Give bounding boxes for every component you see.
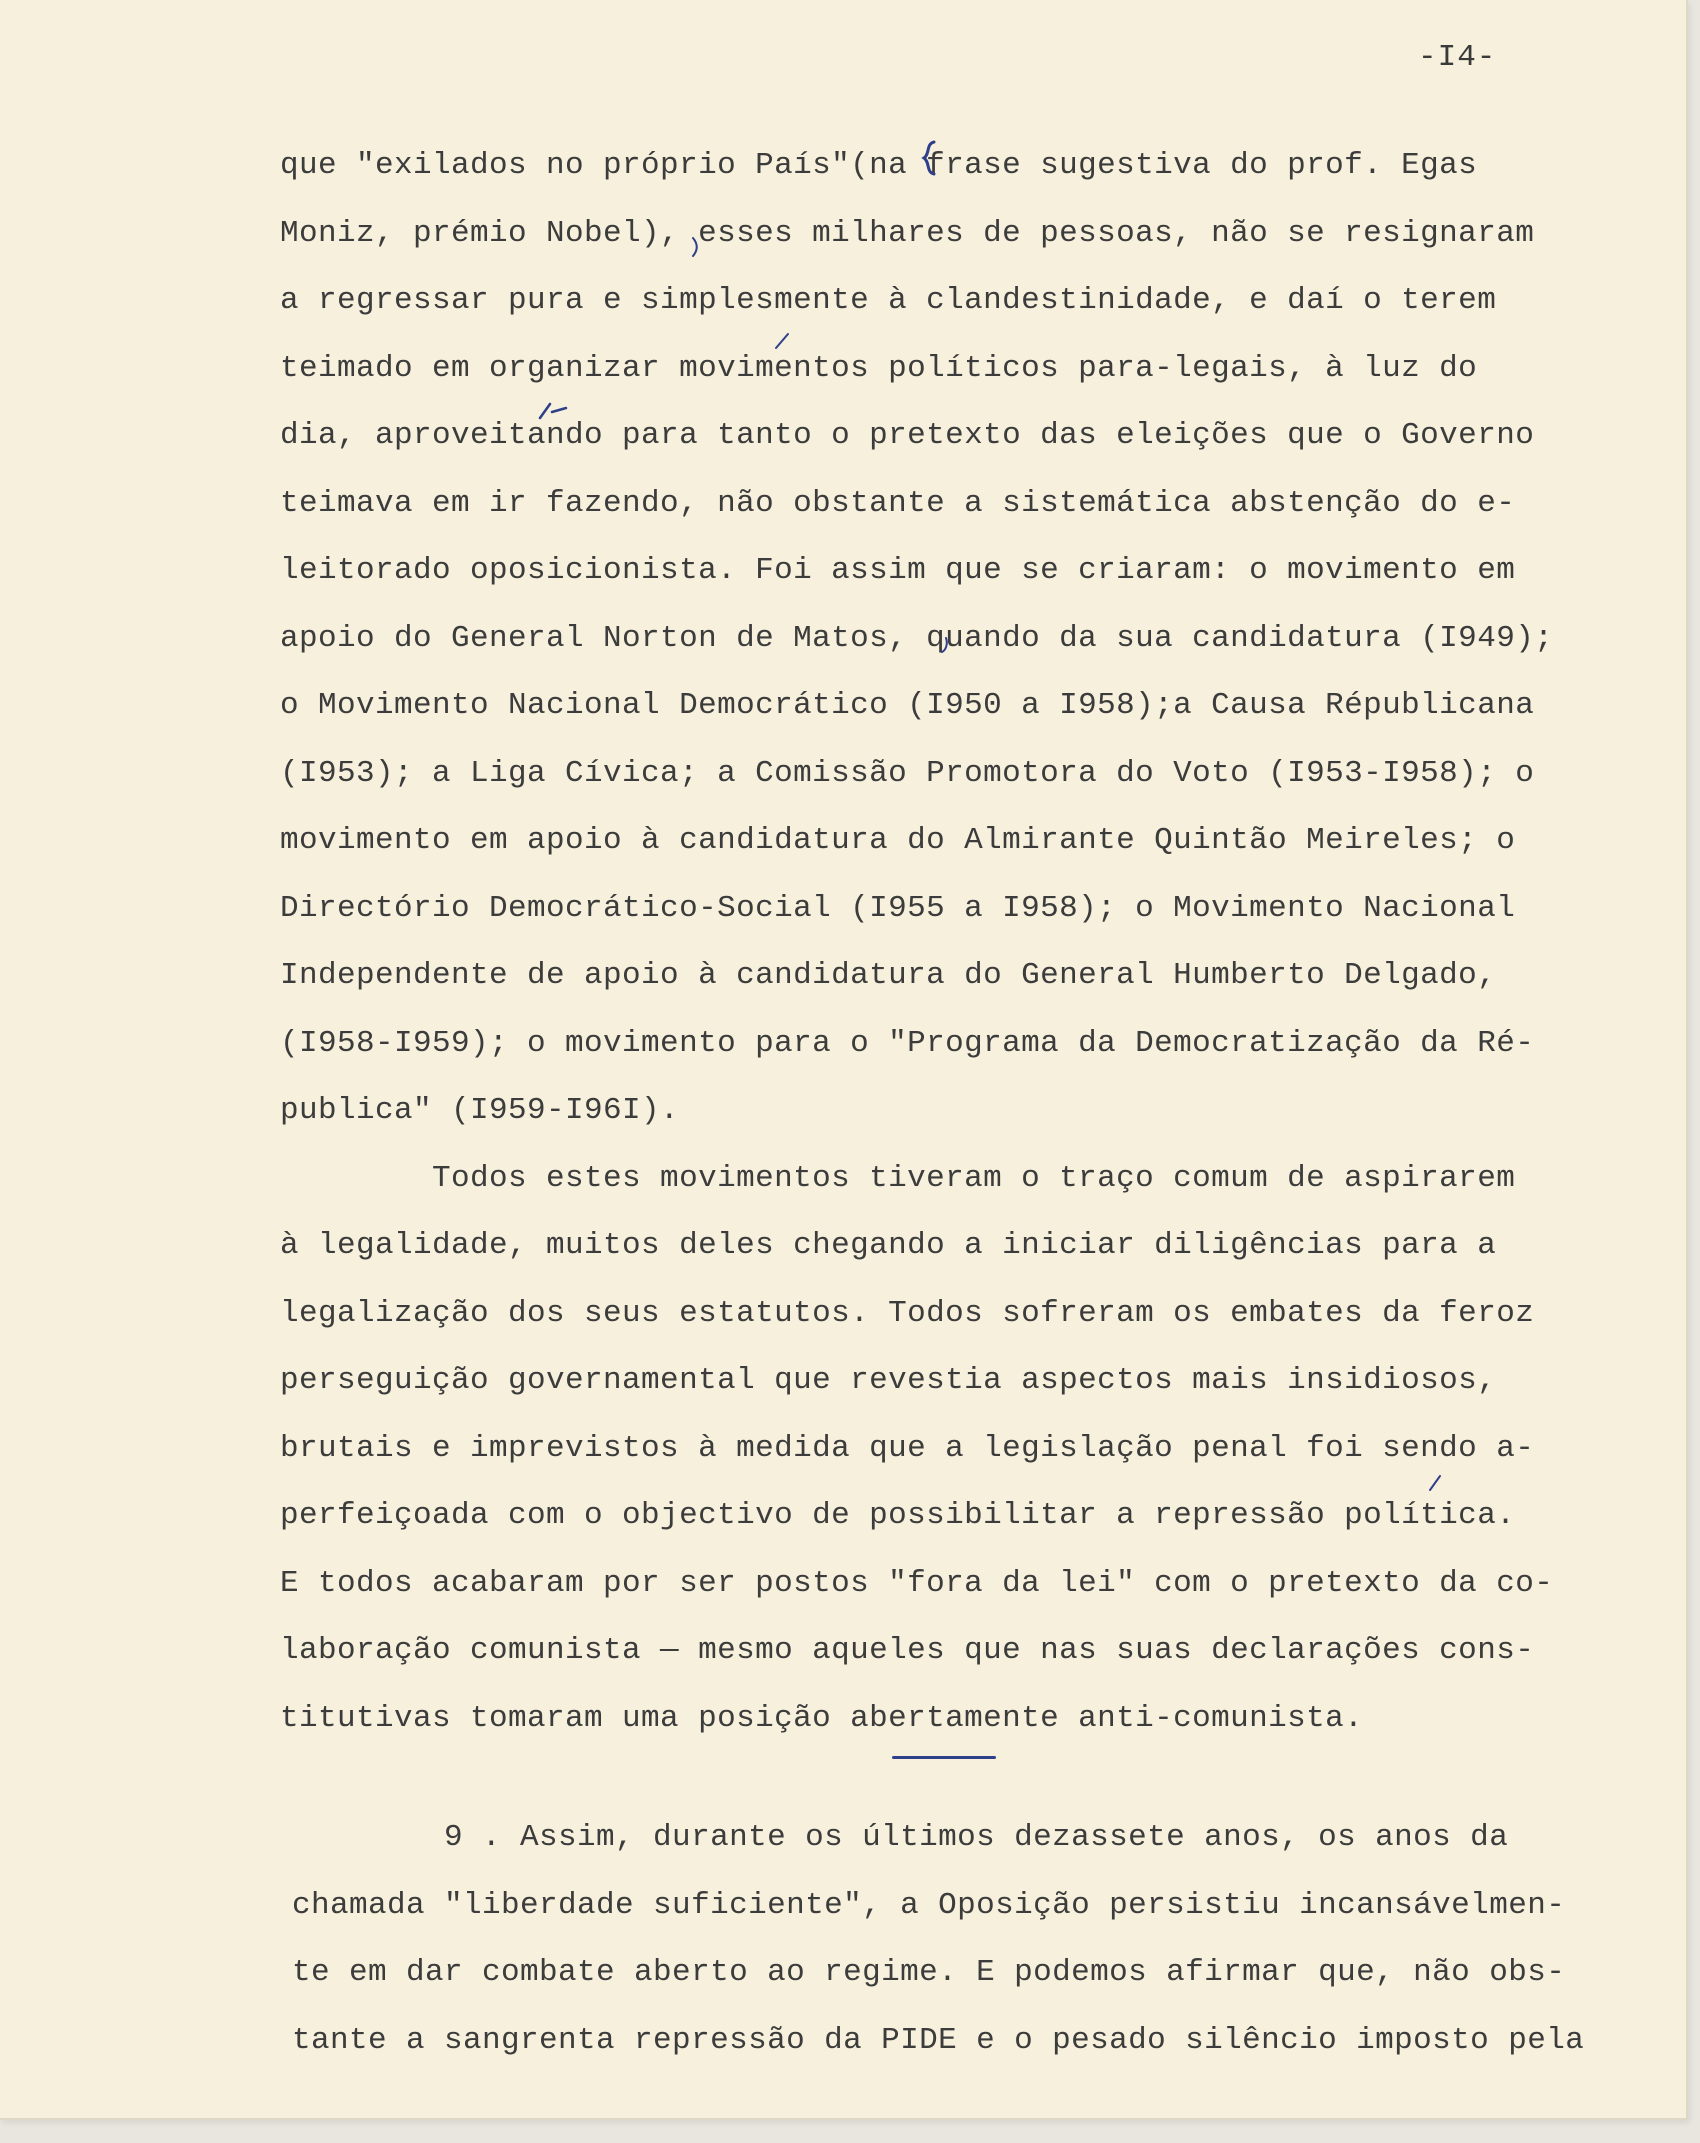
text-line: perfeiçoada com o objectivo de possibilitar a repressão política. — [280, 1498, 1516, 1533]
text-line: apoio do General Norton de Matos, quando da sua candidatura (I949); — [280, 620, 1554, 656]
ink-accent-mark — [770, 330, 794, 352]
text-line: E todos acabaram por ser postos "fora da lei" com o pretexto da co- — [280, 1565, 1554, 1601]
text-line: teimava em ir fazendo, não obstante a sistemática abstenção do e- — [280, 485, 1516, 521]
text-line: à legalidade, muitos deles chegando a iniciar diligências para a — [280, 1228, 1497, 1263]
ink-paren-mark — [690, 236, 700, 258]
ink-accent-mark — [1424, 1472, 1446, 1494]
text-line: laboração comunista — mesmo aqueles que nas suas declarações cons- — [280, 1633, 1535, 1668]
text-line: chamada "liberdade suficiente", a Oposição persistiu incansávelmen- — [292, 1887, 1566, 1923]
text-line: o Movimento Nacional Democrático (I950 a I958);a Causa Républicana — [280, 688, 1535, 723]
section-9 — [292, 1804, 1682, 2074]
ink-correction-mark — [536, 398, 570, 424]
text-line: legalização dos seus estatutos. Todos sofreram os embates da feroz — [280, 1295, 1535, 1331]
ink-brace-mark — [920, 140, 938, 176]
paragraph-1 — [280, 132, 1670, 1752]
text-line: publica" (I959-I96I). — [280, 1093, 680, 1128]
text-line: (I953); a Liga Cívica; a Comissão Promotora do Voto (I953-I958); o — [280, 755, 1535, 791]
text-line: Directório Democrático-Social (I955 a I958); o Movimento Nacional — [280, 890, 1516, 926]
text-line: leitorado oposicionista. Foi assim que se criaram: o movimento em — [280, 553, 1516, 588]
text-line: brutais e imprevistos à medida que a legislação penal foi sendo a- — [280, 1430, 1535, 1466]
text-line: a regressar pura e simplesmente à clandestinidade, e daí o terem — [280, 283, 1497, 318]
ink-comma-mark — [940, 636, 950, 654]
text-line: Independente de apoio à candidatura do General Humberto Delgado, — [280, 958, 1497, 993]
text-line: teimado em organizar movimentos políticos para-legais, à luz do — [280, 350, 1478, 386]
text-line: que "exilados no próprio País"(na frase sugestiva do prof. Egas — [280, 148, 1478, 183]
text-line: titutivas tomaram uma posição abertamente anti-comunista. — [280, 1700, 1364, 1736]
text-line: Todos estes movimentos tiveram o traço comum de aspirarem — [280, 1160, 1516, 1196]
text-line: te em dar combate aberto ao regime. E podemos afirmar que, não obs- — [292, 1955, 1566, 1990]
text-line: dia, aproveitando para tanto o pretexto das eleições que o Governo — [280, 418, 1535, 453]
page-number: -I4- — [1418, 40, 1497, 75]
text-line: movimento em apoio à candidatura do Almirante Quintão Meireles; o — [280, 823, 1516, 858]
text-line: 9 . Assim, durante os últimos dezassete anos, os anos da — [292, 1820, 1509, 1855]
text-line: tante a sangrenta repressão da PIDE e o pesado silêncio imposto pela — [292, 2022, 1585, 2058]
text-line: (I958-I959); o movimento para o "Programa da Democratização da Ré- — [280, 1025, 1535, 1061]
text-line: perseguição governamental que revestia aspectos mais insidiosos, — [280, 1363, 1497, 1398]
section-separator — [892, 1756, 996, 1759]
text-line: Moniz, prémio Nobel), esses milhares de pessoas, não se resignaram — [280, 215, 1535, 251]
